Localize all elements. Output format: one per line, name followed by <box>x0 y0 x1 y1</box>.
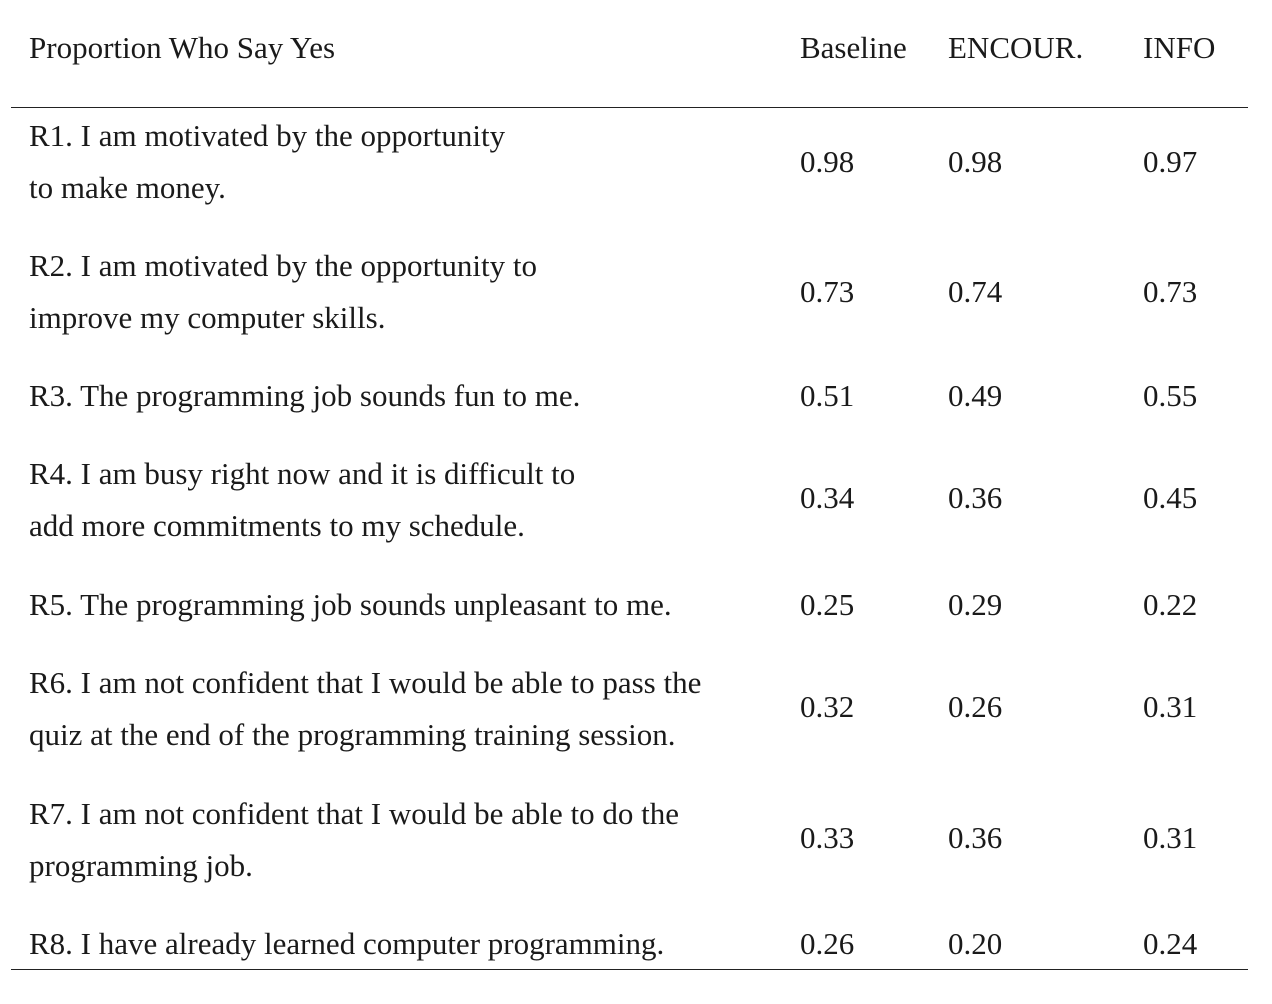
row-label-line1: R4. I am busy right now and it is difficult to <box>29 456 576 491</box>
cell-encour: 0.20 <box>948 926 1003 961</box>
table-row <box>0 448 1272 552</box>
cell-info: 0.31 <box>1143 820 1198 855</box>
row-label-line2: quiz at the end of the programming training session. <box>29 717 676 752</box>
row-label <box>29 370 774 422</box>
row-label <box>29 448 774 552</box>
cell-encour: 0.36 <box>948 820 1003 855</box>
table-row <box>0 657 1272 761</box>
cell-encour: 0.36 <box>948 480 1003 515</box>
row-label <box>29 918 774 970</box>
cell-encour: 0.29 <box>948 587 1003 622</box>
row-label <box>29 579 774 631</box>
cell-baseline: 0.33 <box>800 820 855 855</box>
cell-info: 0.73 <box>1143 274 1198 309</box>
table-row <box>0 370 1272 422</box>
row-label-line1: R5. The programming job sounds unpleasant to me. <box>29 587 672 622</box>
cell-info: 0.55 <box>1143 378 1198 413</box>
header-rule <box>11 107 1248 108</box>
table-row <box>0 110 1272 214</box>
row-label-line2: add more commitments to my schedule. <box>29 508 525 543</box>
cell-baseline: 0.26 <box>800 926 855 961</box>
cell-info: 0.24 <box>1143 926 1198 961</box>
cell-baseline: 0.25 <box>800 587 855 622</box>
row-label-line1: R6. I am not confident that I would be able to pass the <box>29 665 702 700</box>
row-label-line2: to make money. <box>29 170 226 205</box>
cell-encour: 0.74 <box>948 274 1003 309</box>
row-label-line2: programming job. <box>29 848 253 883</box>
table-header <box>0 30 1272 80</box>
row-label-line1: R2. I am motivated by the opportunity to <box>29 248 537 283</box>
cell-info: 0.22 <box>1143 587 1198 622</box>
cell-baseline: 0.51 <box>800 378 855 413</box>
row-label-line2: improve my computer skills. <box>29 300 386 335</box>
header-baseline: Baseline <box>800 30 907 65</box>
table-row <box>0 788 1272 892</box>
table-row <box>0 579 1272 631</box>
bottom-rule <box>11 969 1248 970</box>
row-label-line1: R1. I am motivated by the opportunity <box>29 118 506 153</box>
cell-baseline: 0.34 <box>800 480 855 515</box>
table-row <box>0 918 1272 970</box>
cell-info: 0.31 <box>1143 689 1198 724</box>
row-label <box>29 110 774 214</box>
cell-info: 0.97 <box>1143 144 1198 179</box>
cell-baseline: 0.32 <box>800 689 855 724</box>
row-label-line1: R3. The programming job sounds fun to me. <box>29 378 581 413</box>
header-encour: ENCOUR. <box>948 30 1084 65</box>
cell-encour: 0.98 <box>948 144 1003 179</box>
header-label: Proportion Who Say Yes <box>29 30 336 65</box>
cell-baseline: 0.73 <box>800 274 855 309</box>
cell-info: 0.45 <box>1143 480 1198 515</box>
row-label <box>29 657 774 761</box>
row-label <box>29 788 774 892</box>
row-label-line1: R7. I am not confident that I would be able to do the <box>29 796 679 831</box>
table-row <box>0 240 1272 344</box>
cell-encour: 0.26 <box>948 689 1003 724</box>
row-label <box>29 240 774 344</box>
header-info: INFO <box>1143 30 1216 65</box>
cell-encour: 0.49 <box>948 378 1003 413</box>
row-label-line1: R8. I have already learned computer programming. <box>29 926 665 961</box>
cell-baseline: 0.98 <box>800 144 855 179</box>
